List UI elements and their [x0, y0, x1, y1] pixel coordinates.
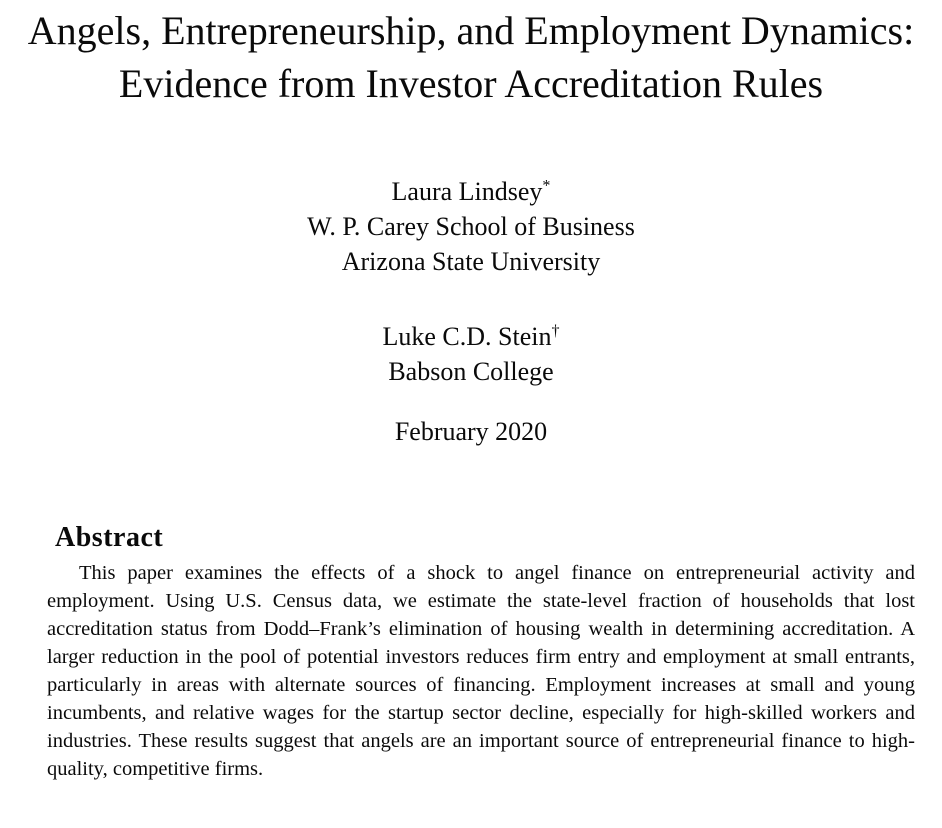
- author-affiliation-university: Arizona State University: [341, 247, 601, 276]
- author-affiliation-school: W. P. Carey School of Business: [307, 212, 635, 241]
- author-name-lindsey: [0, 174, 942, 209]
- paper-title-line-2: Evidence from Investor Accreditation Rules: [118, 61, 824, 106]
- paper-date: February 2020: [394, 417, 548, 446]
- author-name-stein: [0, 319, 942, 354]
- abstract-heading: Abstract: [55, 522, 164, 553]
- author-block-lindsey: [0, 174, 942, 279]
- author-affiliation-college: Babson College: [388, 357, 554, 386]
- abstract-text: This paper examines the effects of a shock to angel finance on entrepreneurial activity and employment. Using U.S. Census data, we estimate the state-level fraction of households that lost accreditation status from Dodd–Frank’s elimination of housing wealth in determining accreditation. A larger reduction in the pool of potential investors reduces firm entry and employment at small entrants, particularly in areas with alternate sources of financing. Employment increases at small and young incumbents, and relative wages for the startup sector decline, especially for high-skilled workers and industries. These results suggest that angels are an important source of entrepreneurial finance to high-quality, competitive firms.: [47, 562, 915, 780]
- asterisk-footnote-marker: *: [542, 177, 551, 195]
- paper-title: [0, 4, 942, 110]
- author-name-text: Luke C.D. Stein: [382, 322, 552, 351]
- author-name-text: Laura Lindsey: [391, 177, 543, 206]
- dagger-footnote-marker: †: [551, 322, 560, 340]
- author-block-stein: [0, 319, 942, 389]
- paper-title-line-1: Angels, Entrepreneurship, and Employment Dynamics:: [27, 8, 915, 53]
